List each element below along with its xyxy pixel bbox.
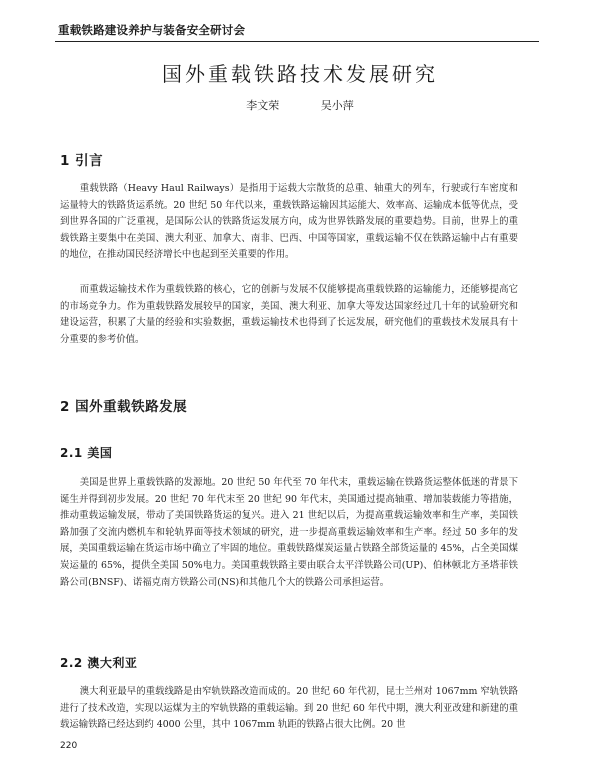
header-divider — [55, 41, 539, 42]
body-paragraph: 而重载运输技术作为重载铁路的核心，它的创新与发展不仅能够提高重载铁路的运输能力，还能够提高它的市场竞争力。作为重载铁路发展较早的国家，美国、澳大利亚、加拿大等发达国家经过几十年的试验研究和建设运营，积累了大量的经验和实验数据，重载运输技术也得到了长远发展，研究他们的重载技术发展具有十分重要的参考价值。 — [60, 284, 518, 345]
author-line — [0, 97, 600, 113]
section-heading-overseas-development: 2 国外重载铁路发展 — [60, 399, 188, 415]
subsection-heading-usa: 2.1 美国 — [60, 446, 113, 460]
paper-title: 国外重载铁路技术发展研究 — [162, 62, 438, 86]
author-name: 吴小萍 — [320, 99, 354, 112]
section-heading-introduction: 1 引言 — [60, 153, 104, 169]
body-paragraph: 重载铁路（Heavy Haul Railways）是指用于运载大宗散货的总重、轴重大的列车，行驶或行车密度和运量特大的铁路货运系统。20 世纪 50 年代以来，重载铁路运输因其运能大、效率高、运输成本低等优点，受到世界各国的广泛重视，是国际公认的铁路货运发展方向，成为世界铁路发展的重要趋势。目前，世界上的重载铁路主要集中在美国、澳大利亚、加拿大、南非、巴西、中国等国家，重载运输不仅在铁路运输中占有重要的地位，在推动国民经济增长中也起到至关重要的作用。 — [60, 183, 518, 261]
body-paragraph: 美国是世界上重载铁路的发源地。20 世纪 50 年代至 70 年代末，重载运输在铁路货运整体低迷的背景下诞生并得到初步发展。20 世纪 70 年代末至 20 世纪 90 年代末，美国通过提高轴重、增加装载能力等措施，推动重载运输发展，带动了美国铁路货运的复兴。进入 21 世纪以后，为提高重载运输效率和生产率，美国铁路加强了交流内燃机车和轮轨界面等技术领域的研究，进一步提高重载运输效率和生产率。经过 50 多年的发展，美国重载运输在货运市场中确立了牢固的地位。重载铁路煤炭运量占铁路全部货运量的 45%，占全美国煤炭运量的 65%，提供全美国 50%电力。美国重载铁路主要由联合太平洋铁路公司(UP)、伯林顿北方圣塔菲铁路公司(BNSF)、诺福克南方铁路公司(NS)和其他几个大的铁路公司承担运营。 — [60, 477, 518, 588]
author-name: 李文荣 — [246, 99, 280, 112]
page-number: 220 — [60, 741, 78, 751]
subsection-heading-australia: 2.2 澳大利亚 — [60, 656, 138, 670]
running-header: 重载铁路建设养护与装备安全研讨会 — [58, 23, 246, 37]
body-paragraph: 澳大利亚最早的重载线路是由窄轨铁路改造而成的。20 世纪 60 年代初，昆士兰州对 1067mm 窄轨铁路进行了技术改造，实现以运煤为主的窄轨铁路的重载运输。到 20 世纪 60 年代中期，澳大利亚改建和新建的重载运输铁路已经达到约 4000 公里，其中 1067mm 轨距的铁路占很大比例。20 世 — [60, 686, 518, 731]
